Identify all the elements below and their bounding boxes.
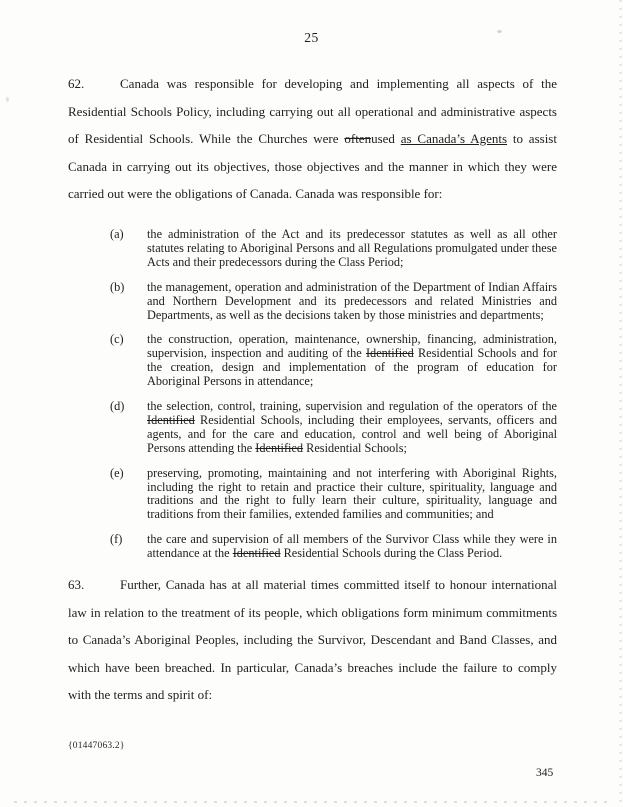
subparagraph-b-text: the management, operation and administration of the Department of Indian Affairs and Northern Development and its predecessors and related Ministries and Departments, as well as the decisions taken by those ministries and departments; bbox=[147, 279, 557, 322]
page-number-header: 25 bbox=[304, 30, 319, 45]
paragraph-62-number: 62. bbox=[68, 76, 85, 91]
scan-speck bbox=[6, 97, 9, 102]
subparagraph-b-label: (b) bbox=[110, 279, 125, 294]
subparagraph-f-label: (f) bbox=[110, 532, 123, 547]
scan-artifact-right-edge bbox=[619, 0, 622, 807]
subparagraph-f bbox=[110, 533, 557, 561]
paragraph-63 bbox=[68, 571, 557, 709]
paragraph-63-number: 63. bbox=[68, 577, 85, 593]
subparagraph-e-text: preserving, promoting, maintaining and not interfering with Aboriginal Rights, including the right to retain and practice their culture, spirituality, language and traditions and the right to fully learn their culture, spirituality, language and traditions from their families, extended families and communities; and bbox=[147, 465, 557, 522]
paragraph-62-text: Canada was responsible for developing and implementing all aspects of the Residential Schools Policy, including carrying out all operational and administrative aspects of Residential Schools. While the Churches were oftenused as Canada’s Agents to assist Canada in carrying out its objectives, those objectives and the manner in which they were carried out were the obligations of Canada. Canada was responsible for: bbox=[68, 76, 557, 202]
subparagraph-a-text: the administration of the Act and its predecessor statutes as well as all other statutes relating to Aboriginal Persons and all Regulations promulgated under these Acts and their predecessors during the Class Period; bbox=[147, 226, 557, 269]
subparagraph-d bbox=[110, 400, 557, 456]
subparagraph-a-label: (a) bbox=[110, 226, 124, 241]
subparagraph-c bbox=[110, 333, 557, 389]
subparagraph-b bbox=[110, 281, 557, 323]
paragraph-62 bbox=[68, 70, 557, 208]
subparagraph-d-text: the selection, control, training, supervision and regulation of the operators of the Identified Residential Schools, including their employees, servants, officers and agents, and for the care and education, control and well being of Aboriginal Persons attending the Identified Residential Schools; bbox=[147, 399, 557, 455]
page-number-footer: 345 bbox=[536, 767, 554, 779]
footer-doc-number: {01447063.2} bbox=[68, 741, 125, 751]
subparagraph-f-text: the care and supervision of all members of the Survivor Class while they were in attendance at the Identified Residential Schools during the Class Period. bbox=[147, 532, 557, 561]
subparagraph-c-label: (c) bbox=[110, 332, 124, 347]
scan-artifact-bottom-edge bbox=[14, 801, 613, 803]
paragraph-63-text: Further, Canada has at all material times committed itself to honour international law in relation to the treatment of its people, which obligations form minimum commitments to Canada’s Aboriginal Peoples, including the Survivor, Descendant and Band Classes, and which have been breached. In particular, Canada’s breaches include the failure to comply with the terms and spirit of: bbox=[68, 577, 557, 703]
subparagraph-list bbox=[110, 228, 557, 561]
subparagraph-a bbox=[110, 228, 557, 270]
scan-speck bbox=[497, 30, 502, 33]
subparagraph-e bbox=[110, 467, 557, 523]
subparagraph-c-text: the construction, operation, maintenance, ownership, financing, administration, supervision, inspection and auditing of the Identified Residential Schools and for the creation, design and implementation of the program of education for Aboriginal Persons in attendance; bbox=[147, 332, 557, 389]
subparagraph-e-label: (e) bbox=[110, 465, 124, 480]
subparagraph-d-label: (d) bbox=[110, 399, 125, 414]
document-body bbox=[68, 70, 557, 709]
